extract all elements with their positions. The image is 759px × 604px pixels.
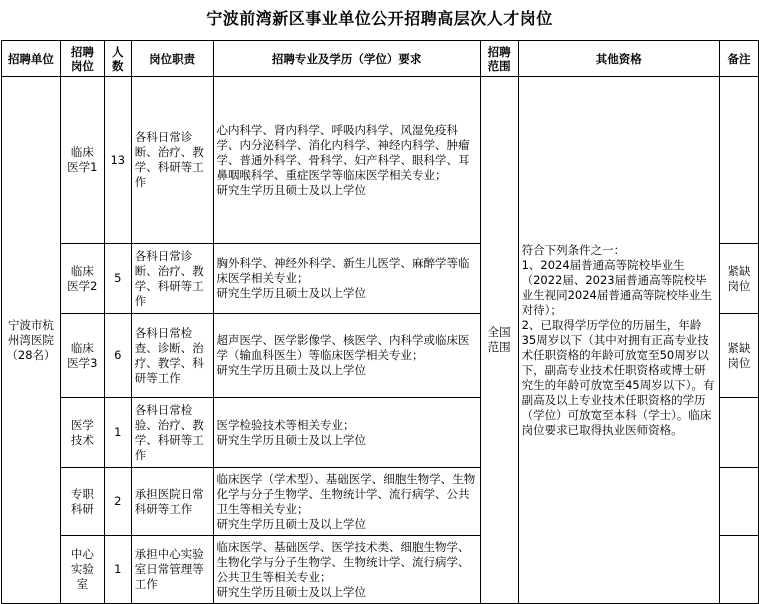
majors-cell: 超声医学、医学影像学、核医学、内科学或临床医学（输血科医生）等临床医学相关专业； 研究生学历且硕士及以上学位 [213, 314, 480, 398]
count-cell: 1 [104, 398, 131, 468]
count-cell: 13 [104, 77, 131, 244]
duties-cell: 各科日常检验、治疗、教学、科研等工作 [131, 398, 213, 468]
post-cell: 专职 科研 [60, 468, 104, 536]
recruitment-table [1, 40, 759, 604]
count-cell: 1 [104, 536, 131, 604]
post-cell: 医学 技术 [60, 398, 104, 468]
header-unit: 招聘单位 [2, 41, 61, 77]
note-cell: 紧缺 岗位 [720, 244, 759, 314]
page-title: 宁波前湾新区事业单位公开招聘高层次人才岗位 [206, 9, 553, 28]
header-count: 人 数 [104, 41, 131, 77]
scope-cell: 全国 范围 [480, 77, 518, 604]
header-scope: 招聘 范围 [480, 41, 518, 77]
note-cell [720, 77, 759, 244]
count-cell: 2 [104, 468, 131, 536]
note-cell [720, 536, 759, 604]
count-cell: 6 [104, 314, 131, 398]
note-cell [720, 468, 759, 536]
other-qualifications-cell: 符合下列条件之一： 1、2024届普通高等院校毕业生（2022届、2023届普通高等院校毕业生视同2024届普通高等院校毕业生对待）； 2、已取得学历学位的历届生，年龄35周岁以下（其中对拥有正高专业技术任职资格的年龄可放宽至50周岁以下，副高专业技术任职资格或博士研究生的年龄可放宽至45周岁以下）。有副高及以上专业技术任职资格的学历（学位）可放宽至本科（学士）。临床岗位要求已取得执业医师资格。 [518, 77, 719, 604]
unit-cell: 宁波市杭 州湾医院 （28名） [2, 77, 61, 604]
note-cell [720, 398, 759, 468]
header-other: 其他资格 [518, 41, 719, 77]
post-cell: 临床 医学2 [60, 244, 104, 314]
count-cell: 5 [104, 244, 131, 314]
majors-cell: 胸外科学、神经外科学、新生儿医学、麻醉学等临床医学相关专业； 研究生学历且硕士及以上学位 [213, 244, 480, 314]
majors-cell: 临床医学、基础医学、医学技术类、细胞生物学、生物化学与分子生物学、生物统计学、流行病学、公共卫生等相关专业； 研究生学历且硕士及以上学位 [213, 536, 480, 604]
table-row [2, 77, 759, 244]
duties-cell: 各科日常检查、诊断、治疗、教学、科研等工作 [131, 314, 213, 398]
post-cell: 临床 医学1 [60, 77, 104, 244]
header-row [2, 41, 759, 77]
post-cell: 临床 医学3 [60, 314, 104, 398]
post-cell: 中心 实验 室 [60, 536, 104, 604]
header-post: 招聘 岗位 [60, 41, 104, 77]
duties-cell: 各科日常诊断、治疗、教学、科研等工作 [131, 77, 213, 244]
header-duties: 岗位职责 [131, 41, 213, 77]
note-cell: 紧缺 岗位 [720, 314, 759, 398]
duties-cell: 各科日常诊断、治疗、教学、科研等工作 [131, 244, 213, 314]
header-note: 备注 [720, 41, 759, 77]
duties-cell: 承担中心实验室日常管理等工作 [131, 536, 213, 604]
majors-cell: 心内科学、肾内科学、呼吸内科学、风湿免疫科学、内分泌科学、消化内科学、神经内科学、肿瘤学、普通外科学、骨科学、妇产科学、眼科学、耳鼻咽喉科学、重症医学等临床医学相关专业； 研究生学历且硕士及以上学位 [213, 77, 480, 244]
majors-cell: 临床医学（学术型）、基础医学、细胞生物学、生物化学与分子生物学、生物统计学、流行病学、公共卫生等相关专业； 研究生学历且硕士及以上学位 [213, 468, 480, 536]
majors-cell: 医学检验技术等相关专业； 研究生学历且硕士及以上学位 [213, 398, 480, 468]
duties-cell: 承担医院日常科研等工作 [131, 468, 213, 536]
header-majors: 招聘专业及学历（学位）要求 [213, 41, 480, 77]
